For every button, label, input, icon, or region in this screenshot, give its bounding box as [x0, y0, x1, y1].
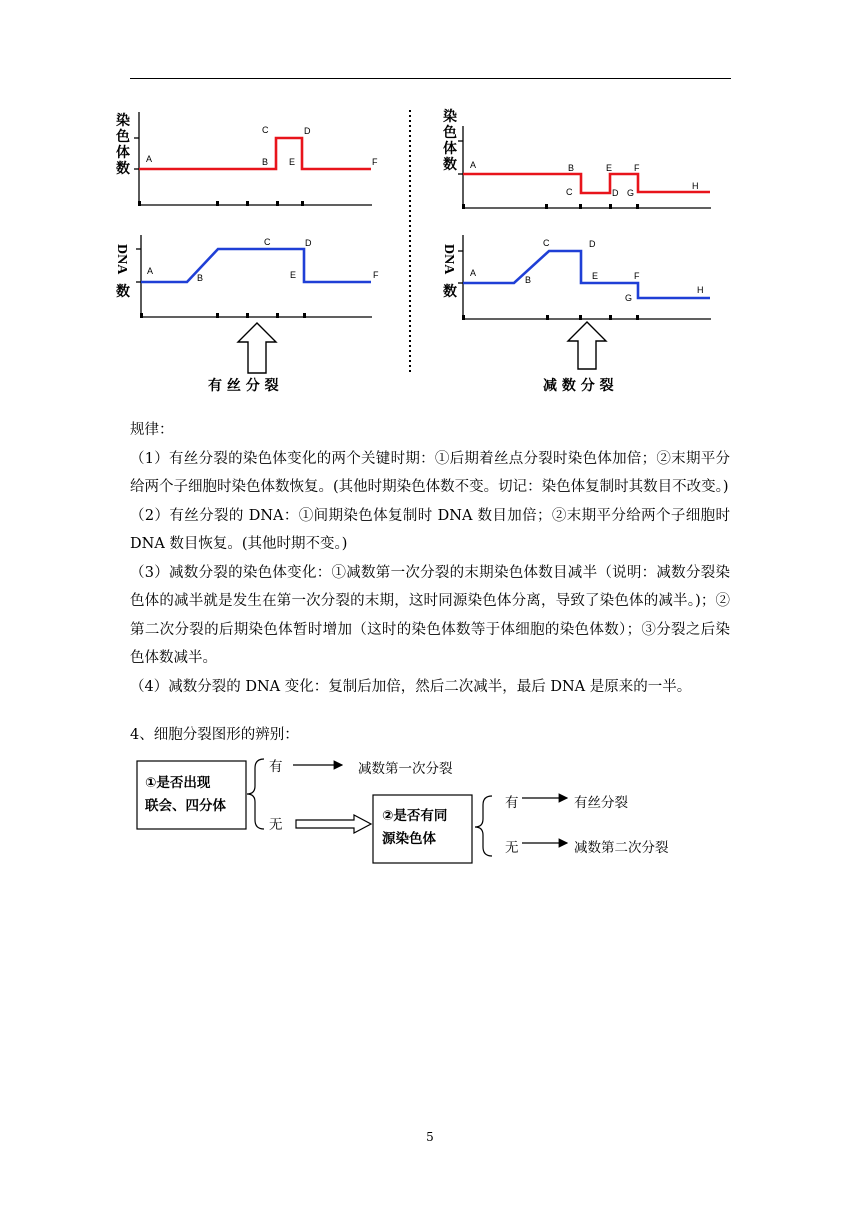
- svg-text:数: 数: [443, 285, 457, 300]
- up-arrow-icon: [568, 322, 606, 369]
- meiosis-chromosome-axis-label: [442, 108, 457, 173]
- svg-text:DNA: DNA: [114, 244, 129, 275]
- rule-paragraph-1: （1）有丝分裂的染色体变化的两个关键时期：①后期着丝点分裂时染色体加倍；②末期平分给两个子细胞时染色体数恢复。(其他时期染色体数不变。切记：染色体复制时其数目不改变。): [130, 450, 730, 495]
- point-label-c: C: [543, 238, 550, 248]
- section-4-title: 4、细胞分裂图形的辨别：: [130, 727, 299, 743]
- result-meiosis-1: 减数第一次分裂: [358, 761, 453, 777]
- point-label-a: A: [470, 160, 477, 170]
- hollow-right-arrow-icon: [296, 815, 371, 833]
- answer-no-2: 无: [505, 840, 519, 856]
- point-label-h: H: [697, 285, 704, 295]
- answer-yes-1: 有: [269, 759, 283, 775]
- question-box-1: [137, 761, 246, 829]
- point-label-h: H: [692, 181, 699, 191]
- svg-text:体: 体: [443, 142, 457, 157]
- point-label-f: F: [372, 157, 378, 167]
- point-label-b: B: [525, 275, 532, 285]
- rules-heading: 规律：: [130, 422, 174, 438]
- point-label-f: F: [634, 271, 640, 281]
- svg-text:DNA: DNA: [441, 244, 456, 275]
- point-label-e: E: [606, 163, 613, 173]
- page-number: 5: [426, 1130, 434, 1144]
- svg-text:色: 色: [116, 130, 130, 145]
- flowchart-svg: [0, 750, 860, 880]
- cell-division-graphs: [0, 0, 860, 410]
- mitosis-caption: 有 丝 分 裂: [208, 378, 279, 394]
- svg-text:数: 数: [443, 158, 457, 173]
- svg-text:数: 数: [116, 285, 130, 300]
- mitosis-dna-axis-label: [114, 244, 130, 300]
- point-label-a: A: [146, 154, 153, 164]
- point-label-d: D: [304, 126, 311, 136]
- rule-paragraph-2: （2）有丝分裂的 DNA：①间期染色体复制时 DNA 数目加倍；②末期平分给两个子细胞时 DNA 数目恢复。(其他时期不变。): [130, 507, 730, 552]
- mitosis-chromosome-line: [139, 138, 371, 169]
- rule-paragraph-4: （4）减数分裂的 DNA 变化：复制后加倍，然后二次减半，最后 DNA 是原来的一半。: [130, 678, 692, 695]
- point-label-d: D: [612, 188, 619, 198]
- point-label-b: B: [262, 157, 269, 167]
- svg-text:数: 数: [116, 162, 130, 177]
- result-meiosis-2: 减数第二次分裂: [574, 840, 669, 856]
- identification-flowchart: [0, 750, 860, 880]
- point-label-c: C: [262, 125, 269, 135]
- meiosis-caption: 减 数 分 裂: [543, 378, 614, 394]
- point-label-c: C: [264, 237, 271, 247]
- answer-no-1: 无: [269, 817, 283, 833]
- question-1-line-1: ①是否出现: [145, 775, 211, 791]
- result-mitosis: 有丝分裂: [574, 795, 628, 811]
- mitosis-dna-line: [141, 249, 371, 282]
- meiosis-chromosome-line: [463, 174, 710, 193]
- svg-text:体: 体: [116, 146, 130, 161]
- point-label-a: A: [470, 268, 477, 278]
- point-label-e: E: [592, 271, 599, 281]
- cell-division-figure: [0, 0, 860, 410]
- point-label-e: E: [289, 157, 296, 167]
- question-box-2: [373, 795, 472, 863]
- point-label-d: D: [305, 238, 312, 248]
- point-label-f: F: [634, 163, 640, 173]
- point-label-d: D: [589, 239, 596, 249]
- brace-icon: [475, 796, 492, 856]
- rules-section: [130, 416, 730, 701]
- svg-text:染: 染: [116, 114, 130, 129]
- answer-yes-2: 有: [505, 795, 519, 811]
- meiosis-dna-axis-label: [441, 244, 457, 300]
- question-2-line-2: 源染色体: [382, 831, 436, 847]
- svg-text:色: 色: [443, 126, 457, 141]
- mitosis-chromosome-graph: [134, 112, 378, 206]
- point-label-g: G: [627, 188, 635, 198]
- point-label-f: F: [373, 270, 379, 280]
- mitosis-chromosome-axis-label: [115, 112, 130, 177]
- rule-paragraph-3: （3）减数分裂的染色体变化：①减数第一次分裂的末期染色体数目减半（说明：减数分裂染色体的减半就是发生在第一次分裂的末期，这时同源染色体分离，导致了染色体的减半。)；②第二次分裂的后期染色体暂时增加（这时的染色体数等于体细胞的染色体数）；③分裂之后染色体数减半。: [130, 564, 730, 666]
- point-label-b: B: [568, 163, 575, 173]
- point-label-g: G: [625, 293, 633, 303]
- meiosis-dna-line: [463, 251, 710, 298]
- mitosis-dna-graph: [136, 235, 379, 318]
- svg-text:染: 染: [443, 110, 457, 125]
- question-2-line-1: ②是否有同: [382, 808, 448, 824]
- meiosis-dna-graph: [458, 235, 711, 320]
- point-label-e: E: [290, 270, 297, 280]
- question-1-line-2: 联会、四分体: [145, 798, 226, 814]
- point-label-a: A: [147, 266, 154, 276]
- point-label-c: C: [566, 187, 573, 197]
- point-label-b: B: [197, 273, 204, 283]
- meiosis-chromosome-graph: [458, 126, 711, 209]
- up-arrow-icon: [238, 323, 276, 373]
- brace-icon: [247, 759, 264, 829]
